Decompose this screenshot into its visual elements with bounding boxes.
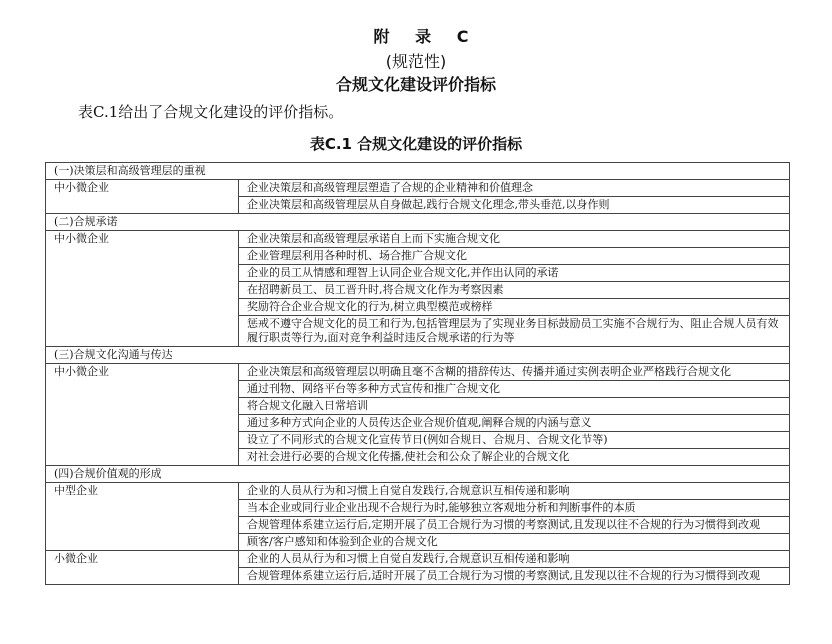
indicator-item: 企业决策层和高级管理层以明确且毫不含糊的措辞传达、传播并通过实例表明企业严格践行合规文化 [239, 364, 790, 381]
indicator-item: 对社会进行必要的合规文化传播,使社会和公众了解企业的合规文化 [239, 449, 790, 466]
evaluation-table [45, 162, 790, 585]
indicator-item: 企业决策层和高级管理层承诺自上而下实施合规文化 [239, 231, 790, 248]
table-row [46, 180, 790, 197]
section-heading: (四)合规价值观的形成 [46, 466, 790, 483]
section-heading: (一)决策层和高级管理层的重视 [46, 163, 790, 180]
indicator-item: 企业的人员从行为和习惯上自觉自发践行,合规意识互相传递和影响 [239, 483, 790, 500]
evaluation-table-body [46, 163, 790, 585]
section-header-row [46, 214, 790, 231]
section-header-row [46, 163, 790, 180]
indicator-item: 企业的人员从行为和习惯上自觉自发践行,合规意识互相传递和影响 [239, 551, 790, 568]
enterprise-category: 中小微企业 [46, 180, 239, 214]
table-row [46, 551, 790, 568]
indicator-item: 顾客/客户感知和体验到企业的合规文化 [239, 534, 790, 551]
indicator-item: 企业管理层利用各种时机、场合推广合规文化 [239, 248, 790, 265]
indicator-item: 企业决策层和高级管理层从自身做起,践行合规文化理念,带头垂范,以身作则 [239, 197, 790, 214]
table-row [46, 231, 790, 248]
section-heading: (三)合规文化沟通与传达 [46, 347, 790, 364]
appendix-nature: (规范性) [385, 52, 447, 71]
table-row [46, 483, 790, 500]
enterprise-category: 小微企业 [46, 551, 239, 585]
indicator-item: 奖励符合企业合规文化的行为,树立典型模范或榜样 [239, 299, 790, 316]
indicator-item: 当本企业或同行业企业出现不合规行为时,能够独立客观地分析和判断事件的本质 [239, 500, 790, 517]
enterprise-category: 中小微企业 [46, 231, 239, 347]
table-row [46, 364, 790, 381]
section-heading: (二)合规承诺 [46, 214, 790, 231]
enterprise-category: 中小微企业 [46, 364, 239, 466]
appendix-title: 附 录 C [373, 27, 479, 46]
indicator-item: 设立了不同形式的合规文化宣传节日(例如合规日、合规月、合规文化节等) [239, 432, 790, 449]
indicator-item: 合规管理体系建立运行后,适时开展了员工合规行为习惯的考察测试,且发现以往不合规的行为习惯得到改观 [239, 568, 790, 585]
table-caption: 表C.1 合规文化建设的评价指标 [309, 135, 523, 153]
section-header-row [46, 466, 790, 483]
indicator-item: 企业的员工从情感和理智上认同企业合规文化,并作出认同的承诺 [239, 265, 790, 282]
indicator-item: 通过刊物、网络平台等多种方式宣传和推广合规文化 [239, 381, 790, 398]
enterprise-category: 中型企业 [46, 483, 239, 551]
indicator-item: 通过多种方式向企业的人员传达企业合规价值观,阐释合规的内涵与意义 [239, 415, 790, 432]
section-header-row [46, 347, 790, 364]
indicator-item: 惩戒不遵守合规文化的员工和行为,包括管理层为了实现业务目标鼓励员工实施不合规行为、阻止合规人员有效履行职责等行为,面对竞争利益时违反合规承诺的行为等 [239, 316, 790, 347]
indicator-item: 在招聘新员工、员工晋升时,将合规文化作为考察因素 [239, 282, 790, 299]
appendix-heading: 合规文化建设评价指标 [335, 75, 496, 94]
indicator-item: 将合规文化融入日常培训 [239, 398, 790, 415]
indicator-item: 企业决策层和高级管理层塑造了合规的企业精神和价值理念 [239, 180, 790, 197]
indicator-item: 合规管理体系建立运行后,定期开展了员工合规行为习惯的考察测试,且发现以往不合规的行为习惯得到改观 [239, 517, 790, 534]
intro-paragraph: 表C.1给出了合规文化建设的评价指标。 [78, 103, 344, 121]
